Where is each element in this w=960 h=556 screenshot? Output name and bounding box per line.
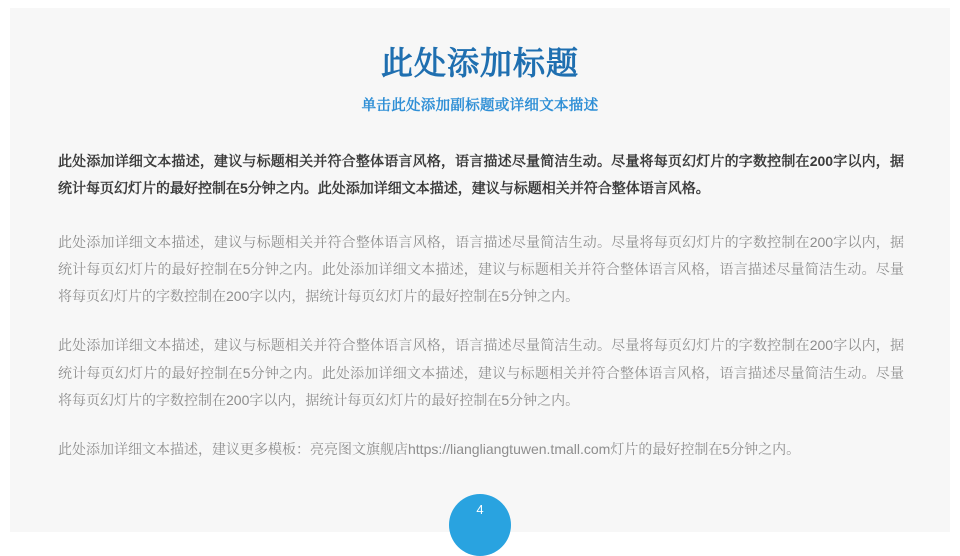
page-subtitle: 单击此处添加副标题或详细文本描述 — [361, 98, 599, 115]
body-text-block — [58, 148, 904, 464]
page-title: 此处添加标题 — [380, 45, 579, 81]
paragraph-lead: 此处添加详细文本描述，建议与标题相关并符合整体语言风格，语言描述尽量简洁生动。尽量将每页幻灯片的字数控制在200字以内，据统计每页幻灯片的最好控制在5分钟之内。此处添加详细文本描述，建议与标题相关并符合整体语言风格。 — [58, 153, 904, 197]
paragraph-second: 此处添加详细文本描述，建议与标题相关并符合整体语言风格，语言描述尽量简洁生动。尽量将每页幻灯片的字数控制在200字以内，据统计每页幻灯片的最好控制在5分钟之内。此处添加详细文本描述，建议与标题相关并符合整体语言风格，语言描述尽量简洁生动。尽量将每页幻灯片的字数控制在200字以内，据统计每页幻灯片的最好控制在5分钟之内。 — [58, 233, 904, 305]
page-number-label: 4 — [476, 502, 484, 517]
page-number-badge — [449, 494, 511, 556]
slide-frame-top — [0, 0, 960, 8]
paragraph-fourth: 此处添加详细文本描述，建议更多模板：亮亮图文旗舰店https://liangliangtuwen.tmall.com灯片的最好控制在5分钟之内。 — [58, 441, 801, 458]
title-block — [0, 44, 960, 115]
paragraph-third: 此处添加详细文本描述，建议与标题相关并符合整体语言风格，语言描述尽量简洁生动。尽量将每页幻灯片的字数控制在200字以内，据统计每页幻灯片的最好控制在5分钟之内。此处添加详细文本描述，建议与标题相关并符合整体语言风格，语言描述尽量简洁生动。尽量将每页幻灯片的字数控制在200字以内，据统计每页幻灯片的最好控制在5分钟之内。 — [58, 337, 904, 409]
